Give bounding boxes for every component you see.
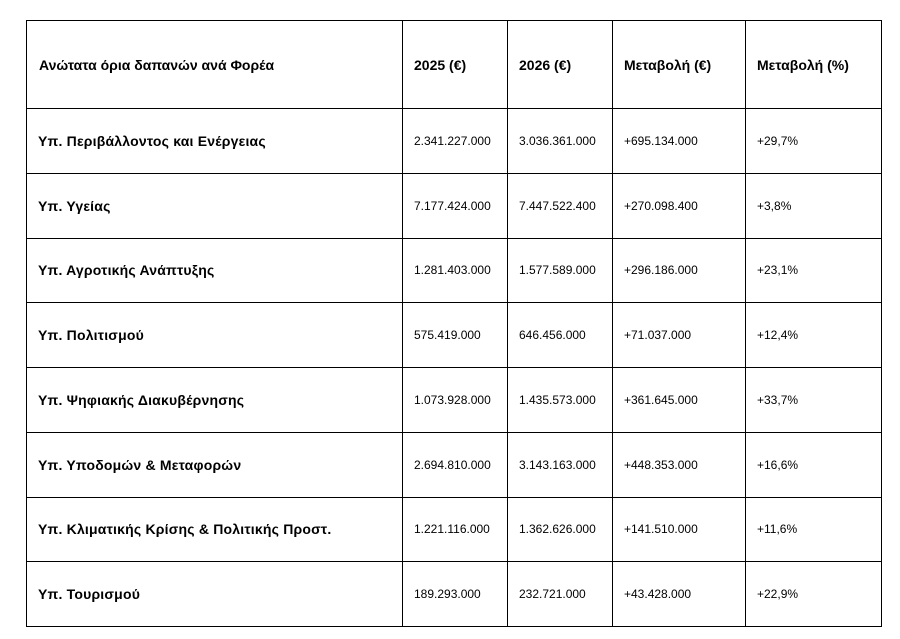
value-2025: 189.293.000 [403, 562, 508, 627]
value-2026: 7.447.522.400 [508, 173, 613, 238]
value-2026: 1.435.573.000 [508, 368, 613, 433]
table-row [27, 238, 882, 303]
budget-ceilings-table [26, 20, 882, 627]
change-eur: +270.098.400 [613, 173, 746, 238]
value-2025: 575.419.000 [403, 303, 508, 368]
change-eur: +141.510.000 [613, 497, 746, 562]
change-pct: +33,7% [746, 368, 882, 433]
change-eur: +448.353.000 [613, 432, 746, 497]
table-row [27, 432, 882, 497]
change-pct: +23,1% [746, 238, 882, 303]
change-pct: +11,6% [746, 497, 882, 562]
header-change-pct: Μεταβολή (%) [746, 21, 882, 109]
change-eur: +71.037.000 [613, 303, 746, 368]
change-pct: +16,6% [746, 432, 882, 497]
table-row [27, 173, 882, 238]
table-row [27, 109, 882, 174]
value-2025: 2.341.227.000 [403, 109, 508, 174]
entity-name: Υπ. Υγείας [27, 173, 403, 238]
header-change-eur: Μεταβολή (€) [613, 21, 746, 109]
value-2026: 3.143.163.000 [508, 432, 613, 497]
table-header-row [27, 21, 882, 109]
table-row [27, 368, 882, 433]
value-2025: 7.177.424.000 [403, 173, 508, 238]
header-entity: Ανώτατα όρια δαπανών ανά Φορέα [27, 21, 403, 109]
entity-name: Υπ. Ψηφιακής Διακυβέρνησης [27, 368, 403, 433]
table-row [27, 562, 882, 627]
value-2025: 1.221.116.000 [403, 497, 508, 562]
entity-name: Υπ. Τουρισμού [27, 562, 403, 627]
entity-name: Υπ. Κλιματικής Κρίσης & Πολιτικής Προστ. [27, 497, 403, 562]
change-eur: +43.428.000 [613, 562, 746, 627]
value-2025: 1.281.403.000 [403, 238, 508, 303]
entity-name: Υπ. Πολιτισμού [27, 303, 403, 368]
value-2026: 1.577.589.000 [508, 238, 613, 303]
change-eur: +296.186.000 [613, 238, 746, 303]
value-2026: 3.036.361.000 [508, 109, 613, 174]
value-2025: 1.073.928.000 [403, 368, 508, 433]
change-pct: +3,8% [746, 173, 882, 238]
entity-name: Υπ. Υποδομών & Μεταφορών [27, 432, 403, 497]
value-2026: 232.721.000 [508, 562, 613, 627]
entity-name: Υπ. Αγροτικής Ανάπτυξης [27, 238, 403, 303]
entity-name: Υπ. Περιβάλλοντος και Ενέργειας [27, 109, 403, 174]
change-pct: +29,7% [746, 109, 882, 174]
value-2026: 646.456.000 [508, 303, 613, 368]
change-pct: +22,9% [746, 562, 882, 627]
header-2026: 2026 (€) [508, 21, 613, 109]
change-eur: +695.134.000 [613, 109, 746, 174]
change-pct: +12,4% [746, 303, 882, 368]
header-2025: 2025 (€) [403, 21, 508, 109]
value-2025: 2.694.810.000 [403, 432, 508, 497]
change-eur: +361.645.000 [613, 368, 746, 433]
value-2026: 1.362.626.000 [508, 497, 613, 562]
table-row [27, 497, 882, 562]
table-row [27, 303, 882, 368]
